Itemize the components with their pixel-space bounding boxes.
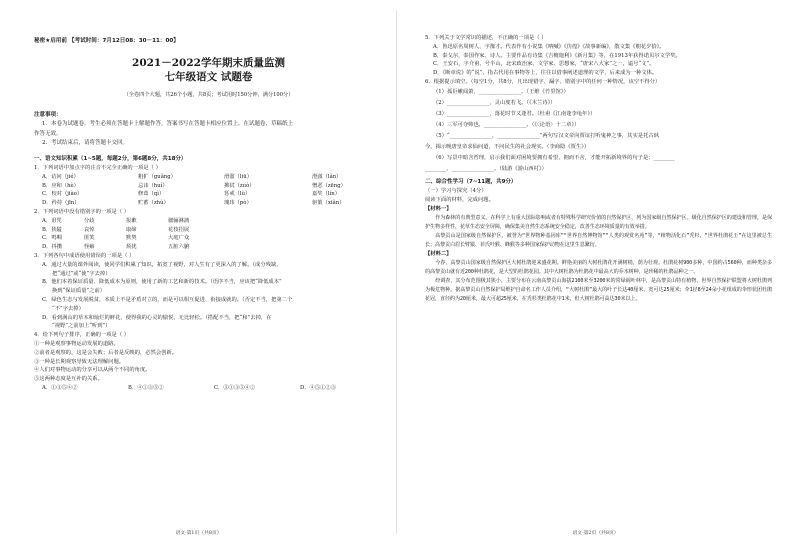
question-2-word: 烦扰: [126, 244, 137, 251]
question-1-option: 嘉奖（lín）: [312, 191, 340, 198]
question-3-option-c-cont: “不”字去掉）: [52, 305, 84, 312]
note-1-cont: 作答无效。: [34, 130, 62, 137]
exam-page-right: [397, 0, 794, 544]
question-3-option-b-cont: 换到“保证质量”之前）: [52, 288, 106, 295]
question-1-option-row: [34, 182, 383, 191]
question-6-fill-line: （3）________________，落花时节又逢君。（杜甫《江南逢李龟年》）: [433, 110, 596, 117]
question-1-option: 贮蓄（zhù）: [138, 200, 169, 207]
question-4-sentence: ②前者是观察的，这是会失败；后者是反映的，必然会创新。: [34, 349, 178, 356]
question-1-option: C．校对（jiào）: [42, 191, 83, 198]
material-1-label: 【材料一】: [425, 205, 452, 212]
question-3-stem: 3．下列各句中成语使用错误的一项是（ ）: [34, 253, 135, 259]
section-2-heading: 二、综合性学习（7~11题，共9分）: [425, 178, 517, 185]
question-2-option-row: [34, 217, 383, 226]
note-2: 2．考试结束后，请将答题卡交回。: [42, 140, 129, 147]
exam-instructions: （全卷四个大题，共26个小题，共8页；考试用时150分钟，满分100分）: [123, 92, 294, 98]
question-5-stem: 5．下列关于文学常识的描述，不正确的一项是（ ）: [425, 35, 547, 41]
question-2-word: 取缔: [126, 226, 137, 233]
question-6-fill-line: （1）孤臣嫩闻萧，________________。（王维《竹里馆》）: [433, 88, 569, 95]
question-1-option-row: [34, 173, 383, 182]
question-2-word: 怪癖: [84, 244, 95, 251]
question-2-word: 五脏六腑: [168, 244, 190, 251]
question-6-fill-line: ________，________________。（陆游《游山西村》）: [425, 165, 547, 172]
question-2-option-row: [34, 234, 383, 243]
question-2-stem: 2．下列词语中没有错别字的一项是（ ）: [34, 209, 130, 216]
question-1-option: 瑰玮（pò）: [224, 200, 252, 207]
material-1-paragraph: 作为森林的有典型意义。在科学上有重大国际影响或者有特殊科学研究价值的自然保护区，列为国家级自然保护区。级化自然保护区的建设和管理，是保护生物多样性，花草生态安全屏障，确保集美自然生态系统安全稳定，改善生态环境质量的有效举措。: [425, 214, 772, 230]
question-2-word: 默契: [126, 235, 137, 242]
question-1-option: B．应和（hè）: [42, 182, 79, 189]
note-1: 1．本卷为试题卷。考生必须在答题卡上解题作答。答案书写在答题卡相应位置上，在试题卷、草稿纸上: [42, 121, 294, 128]
question-4-sentence: ⑤这两种态度是互补的关系。: [34, 376, 103, 383]
page-footer-left: 语文·第1页（共8页）: [175, 531, 222, 536]
question-2-word: B．狭隘: [42, 226, 62, 233]
question-2-word: D．抖擞: [42, 244, 63, 251]
question-1-option: 修葺（qì）: [138, 191, 165, 198]
section-1-heading: 一、语文知识积累（1~5题，每题2分，第6题8分，共18分）: [34, 155, 187, 162]
confidential-header: 秘密★启用前 【考试时间：7月12日08：30－11：00】: [34, 38, 179, 44]
question-2-word: 报歉: [126, 217, 137, 224]
material-2-paragraph: 今春，高黎贡山国家级自然保护区大树杜鹃迎来盛花期。鲜艳美丽的大树杜鹃花开满树梢，荫为壮观。杜鹃花树900多种，中国约占560种，而种类杂多的高黎贡山就有近200种杜鹃花，是大型的杜鹃花园。其中大树杜鹃为杜鹃花中最高大的乔木树种，是珍稀的杜鹃品种之一。: [425, 259, 772, 275]
exam-title: 2021－2022学年期末质量监测: [132, 57, 285, 69]
question-3-option-d: D．看到满山的草木和灿烂的鲜花，使得我的心灵的愉悦，无比轻松。（搭配不当，把“和”去掉，在: [42, 314, 272, 321]
question-3-option-b: B．他们本着保证质量、降低成本为原则，使用了新的工艺和新的技术。（语序不当，应该把“降低成本”: [42, 279, 282, 286]
exam-subtitle: 七年级语文 试题卷: [164, 71, 253, 83]
question-1-option-row: [34, 199, 383, 208]
question-6-stem: 6．根据提示填空。（每空1分，共8分，凡出现错字、漏字、错别字中的任何一种情况，该空不得分）: [425, 78, 661, 85]
question-2-word: 哀悼: [84, 226, 95, 233]
question-6-fill-line: 今，揭示晚唐皇帝求仙问道，不问民生的社会现实。（李商隐《贾生》）: [425, 143, 590, 150]
question-1-option: 憎恶（zēng）: [312, 182, 346, 189]
question-1-option: 惩戒（lù）: [224, 191, 251, 198]
subsection-1-heading: （一）学习与探究（4分）: [425, 188, 487, 195]
question-2-word: 分歧: [84, 217, 95, 224]
question-1-option-row: [34, 190, 383, 199]
question-1-option: 拂拭（zuò）: [224, 182, 255, 189]
question-4-sentence: ③一种是长期观察导致无法理解问题。: [34, 358, 125, 365]
question-2-word: 骝骊淋漓: [168, 217, 190, 224]
question-3-option-d-cont: “视野”之前加上“听到”）: [52, 323, 111, 330]
question-6-fill-line: （4）三军可夺帅也，________________。（《〈论语〉十二章》）: [433, 121, 580, 128]
notes-heading: 注意事项：: [34, 112, 62, 118]
question-4-options: [34, 384, 383, 393]
material-1-paragraph: 高黎贡山是国家级自然保护区，被誉为“世界物种基因库”“世界自然博物馆”“人类的观赏名苑”等，“植物活化石”秃杉，“世界杜鹃花王”在这里被总生长；高黎贡白眉长臂猿、菲氏叶猴、蜂猴等多种国家保护动物在这里生息繁衍。: [425, 232, 772, 248]
question-4-option: D．④⑤①②③: [300, 384, 337, 391]
question-4-sentence: ④人们对事物运动的分享可以从两个不同的角度。: [34, 367, 151, 374]
question-6-fill-line: （5）“________________，________________”两句写汉文帝向贾谊打听鬼神之事，其实是托古讽: [433, 132, 659, 139]
question-3-option-a-cont: 把“通过”或“使”字去掉）: [52, 270, 111, 277]
question-2-word: 匿笑: [84, 235, 95, 242]
question-2-word: A．诅咒: [42, 217, 62, 224]
question-6-fill-line: （2）________________，灵山度若飞。（《木兰诗》）: [433, 99, 556, 106]
question-2-word: C．鸣啁: [42, 235, 62, 242]
question-1-option: 澄澈（lǎn）: [312, 173, 342, 180]
question-1-option: 粗犷（guǎng）: [138, 173, 176, 180]
question-1-option: 驱策（xiǎn）: [312, 200, 345, 207]
material-2-label: 【材料二】: [425, 250, 452, 257]
question-2-option-row: [34, 243, 383, 252]
question-2-word: 大庭广众: [168, 235, 190, 242]
question-1-option: 滑溜（liū）: [224, 173, 252, 180]
question-2-option-row: [34, 226, 383, 235]
question-5-option-a: A．鲁迅原名周树人，字豫才。代表作有小说集《呐喊》《彷徨》《故事新编》，散文集《朝花夕拾》。: [433, 43, 665, 50]
question-1-option: D．矜持（jīn）: [42, 200, 80, 207]
question-4-sentence: ①一种是观察事物运动发展的道路。: [34, 340, 119, 347]
question-1-stem: 1．下列词语中加点字的注音不完全正确的一项是（ ）: [34, 165, 161, 172]
question-4-stem: 4．给下列句子排序，正确的一项是（ ）: [34, 332, 130, 339]
question-5-option-d: D．《断章说》的“说”，指古代用在事物等上，往往以借事阐述道理的文学，后来成为一种文体。: [433, 70, 658, 77]
question-5-option-b: B．泰戈尔，泰国作家、诗人。主要作品有诗集《吉檀迦利》《新月集》等，在1913年获得诺贝尔文学奖。: [433, 52, 681, 59]
question-4-option: A．①③⑤④②: [42, 384, 78, 391]
question-2-word: 花枝招展: [168, 226, 190, 233]
question-4-option: B．④①③⑤②: [128, 384, 164, 391]
subsection-1-prompt: 阅读下面的材料，完成问题。: [425, 196, 494, 203]
question-6-fill-line: （6）写景中暗含哲理，启示我们面对困境要拥有希望，拥而不舍，才能开拓新境界的句子是：________: [433, 154, 675, 161]
question-1-option: 忌讳（huì）: [138, 182, 168, 189]
question-5-option-c: C．王安石，字介甫，号半山，北宋政治家、文学家、思想家，“唐宋八大家”之一，谥号“文”。: [433, 61, 655, 68]
page-footer-right: 语文·第2页（共8页）: [572, 531, 619, 536]
question-4-option: C．⑤①③⑤④②: [214, 384, 256, 391]
question-3-option-c: C．绿色生态与发展脱贫，本质上不是矛盾对立的，而是可以相互促进、衔接成就的。（否定不当，把第二个: [42, 296, 293, 303]
material-2-paragraph: 经调查，其分布范围极其狭小，主要分布在云南高黎贡山海拔2100米至3200米的常绿阔叶林中，是高黎贡山特有植物，世界自然保护联盟将大树杜鹃列为极危物种。据高黎贡山自然保护局维护自命名工作人员介绍，“大树杜鹃”最大的叶子长达40厘米，宽可达25厘米；伞1径8至24朵小花组成的伞形状团杜鹃花冠，直径约为20厘米，最大可超25厘米，在秃杉类杜鹃花中1米，但大树杜鹃可高达30米以上。: [425, 277, 772, 303]
question-1-option: A．诘问（jié）: [42, 173, 79, 180]
question-3-option-a: A．通过大量的课外阅读，使同学们积累了知识，拓宽了视野，对人生有了更深入的了解。（成分残缺，: [42, 261, 282, 268]
